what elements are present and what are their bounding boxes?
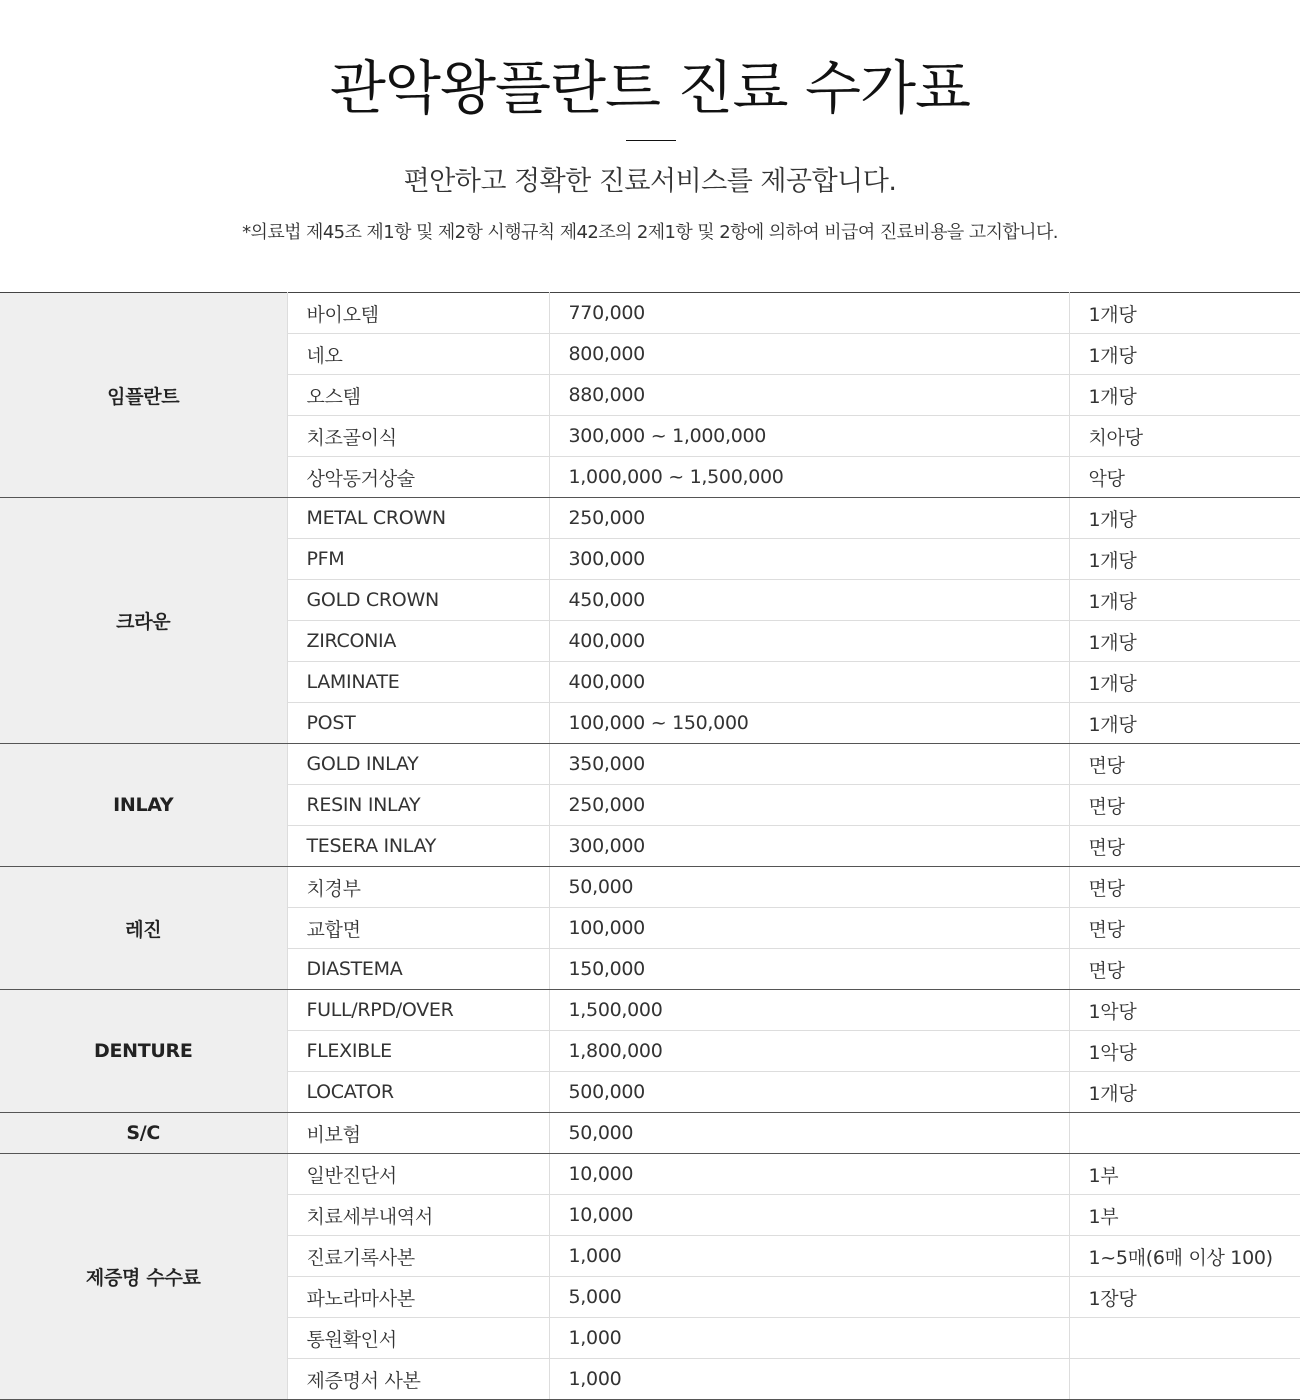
unit-cell: 1개당 xyxy=(1069,621,1300,662)
table-row xyxy=(0,1154,1300,1195)
item-cell: 상악동거상술 xyxy=(287,457,549,498)
unit-cell: 1개당 xyxy=(1069,703,1300,744)
item-cell: RESIN INLAY xyxy=(287,785,549,826)
item-cell: 파노라마사본 xyxy=(287,1277,549,1318)
unit-cell xyxy=(1069,1359,1300,1400)
table-row xyxy=(0,867,1300,908)
item-cell: 비보험 xyxy=(287,1113,549,1154)
item-cell: 치조골이식 xyxy=(287,416,549,457)
price-cell: 10,000 xyxy=(549,1195,1069,1236)
table-row xyxy=(0,744,1300,785)
unit-cell: 1부 xyxy=(1069,1154,1300,1195)
unit-cell: 면당 xyxy=(1069,785,1300,826)
price-cell: 400,000 xyxy=(549,662,1069,703)
table-row xyxy=(0,293,1300,334)
price-cell: 300,000 xyxy=(549,826,1069,867)
price-cell: 100,000 ~ 150,000 xyxy=(549,703,1069,744)
unit-cell xyxy=(1069,1318,1300,1359)
price-cell: 1,000 xyxy=(549,1318,1069,1359)
unit-cell: 1부 xyxy=(1069,1195,1300,1236)
item-cell: FULL/RPD/OVER xyxy=(287,990,549,1031)
category-cell: 크라운 xyxy=(0,498,287,744)
category-cell: 레진 xyxy=(0,867,287,990)
unit-cell: 면당 xyxy=(1069,949,1300,990)
item-cell: 교합면 xyxy=(287,908,549,949)
unit-cell: 1개당 xyxy=(1069,375,1300,416)
category-cell: 임플란트 xyxy=(0,293,287,498)
title-divider xyxy=(626,140,676,141)
unit-cell: 1개당 xyxy=(1069,662,1300,703)
category-cell: INLAY xyxy=(0,744,287,867)
item-cell: TESERA INLAY xyxy=(287,826,549,867)
legal-notice: *의료법 제45조 제1항 및 제2항 시행규칙 제42조의 2제1항 및 2항에 의하여 비급여 진료비용을 고지합니다. xyxy=(242,222,1058,243)
item-cell: GOLD INLAY xyxy=(287,744,549,785)
price-cell: 1,500,000 xyxy=(549,990,1069,1031)
price-cell: 250,000 xyxy=(549,498,1069,539)
item-cell: 통원확인서 xyxy=(287,1318,549,1359)
unit-cell: 1개당 xyxy=(1069,580,1300,621)
price-cell: 1,800,000 xyxy=(549,1031,1069,1072)
price-cell: 1,000 xyxy=(549,1359,1069,1400)
unit-cell: 1개당 xyxy=(1069,1072,1300,1113)
category-cell: 제증명 수수료 xyxy=(0,1154,287,1400)
price-cell: 150,000 xyxy=(549,949,1069,990)
unit-cell: 악당 xyxy=(1069,457,1300,498)
price-cell: 50,000 xyxy=(549,1113,1069,1154)
fee-table xyxy=(0,292,1300,1400)
unit-cell: 치아당 xyxy=(1069,416,1300,457)
unit-cell: 면당 xyxy=(1069,908,1300,949)
price-cell: 300,000 ~ 1,000,000 xyxy=(549,416,1069,457)
item-cell: POST xyxy=(287,703,549,744)
unit-cell: 1개당 xyxy=(1069,539,1300,580)
unit-cell: 1악당 xyxy=(1069,990,1300,1031)
price-cell: 500,000 xyxy=(549,1072,1069,1113)
table-row xyxy=(0,990,1300,1031)
price-cell: 400,000 xyxy=(549,621,1069,662)
unit-cell: 1개당 xyxy=(1069,334,1300,375)
item-cell: DIASTEMA xyxy=(287,949,549,990)
item-cell: GOLD CROWN xyxy=(287,580,549,621)
item-cell: 치경부 xyxy=(287,867,549,908)
item-cell: FLEXIBLE xyxy=(287,1031,549,1072)
unit-cell: 1개당 xyxy=(1069,293,1300,334)
unit-cell: 1개당 xyxy=(1069,498,1300,539)
unit-cell: 1장당 xyxy=(1069,1277,1300,1318)
table-row xyxy=(0,498,1300,539)
unit-cell: 면당 xyxy=(1069,744,1300,785)
category-cell: S/C xyxy=(0,1113,287,1154)
price-cell: 50,000 xyxy=(549,867,1069,908)
price-cell: 300,000 xyxy=(549,539,1069,580)
item-cell: 제증명서 사본 xyxy=(287,1359,549,1400)
unit-cell: 1~5매(6매 이상 100) xyxy=(1069,1236,1300,1277)
item-cell: 네오 xyxy=(287,334,549,375)
item-cell: 진료기록사본 xyxy=(287,1236,549,1277)
table-row xyxy=(0,1113,1300,1154)
unit-cell: 1악당 xyxy=(1069,1031,1300,1072)
item-cell: ZIRCONIA xyxy=(287,621,549,662)
unit-cell: 면당 xyxy=(1069,826,1300,867)
price-cell: 880,000 xyxy=(549,375,1069,416)
page-subtitle: 편안하고 정확한 진료서비스를 제공합니다. xyxy=(403,166,897,197)
price-cell: 770,000 xyxy=(549,293,1069,334)
price-cell: 350,000 xyxy=(549,744,1069,785)
item-cell: LOCATOR xyxy=(287,1072,549,1113)
page-header xyxy=(0,0,1300,292)
price-cell: 250,000 xyxy=(549,785,1069,826)
price-cell: 1,000,000 ~ 1,500,000 xyxy=(549,457,1069,498)
category-cell: DENTURE xyxy=(0,990,287,1113)
fee-table-body xyxy=(0,293,1300,1400)
page-title: 관악왕플란트 진료 수가표 xyxy=(329,54,971,122)
unit-cell: 면당 xyxy=(1069,867,1300,908)
price-cell: 450,000 xyxy=(549,580,1069,621)
item-cell: 바이오템 xyxy=(287,293,549,334)
price-cell: 100,000 xyxy=(549,908,1069,949)
price-cell: 10,000 xyxy=(549,1154,1069,1195)
item-cell: 오스템 xyxy=(287,375,549,416)
unit-cell xyxy=(1069,1113,1300,1154)
item-cell: 치료세부내역서 xyxy=(287,1195,549,1236)
price-cell: 1,000 xyxy=(549,1236,1069,1277)
item-cell: 일반진단서 xyxy=(287,1154,549,1195)
price-cell: 5,000 xyxy=(549,1277,1069,1318)
item-cell: LAMINATE xyxy=(287,662,549,703)
item-cell: METAL CROWN xyxy=(287,498,549,539)
item-cell: PFM xyxy=(287,539,549,580)
price-cell: 800,000 xyxy=(549,334,1069,375)
